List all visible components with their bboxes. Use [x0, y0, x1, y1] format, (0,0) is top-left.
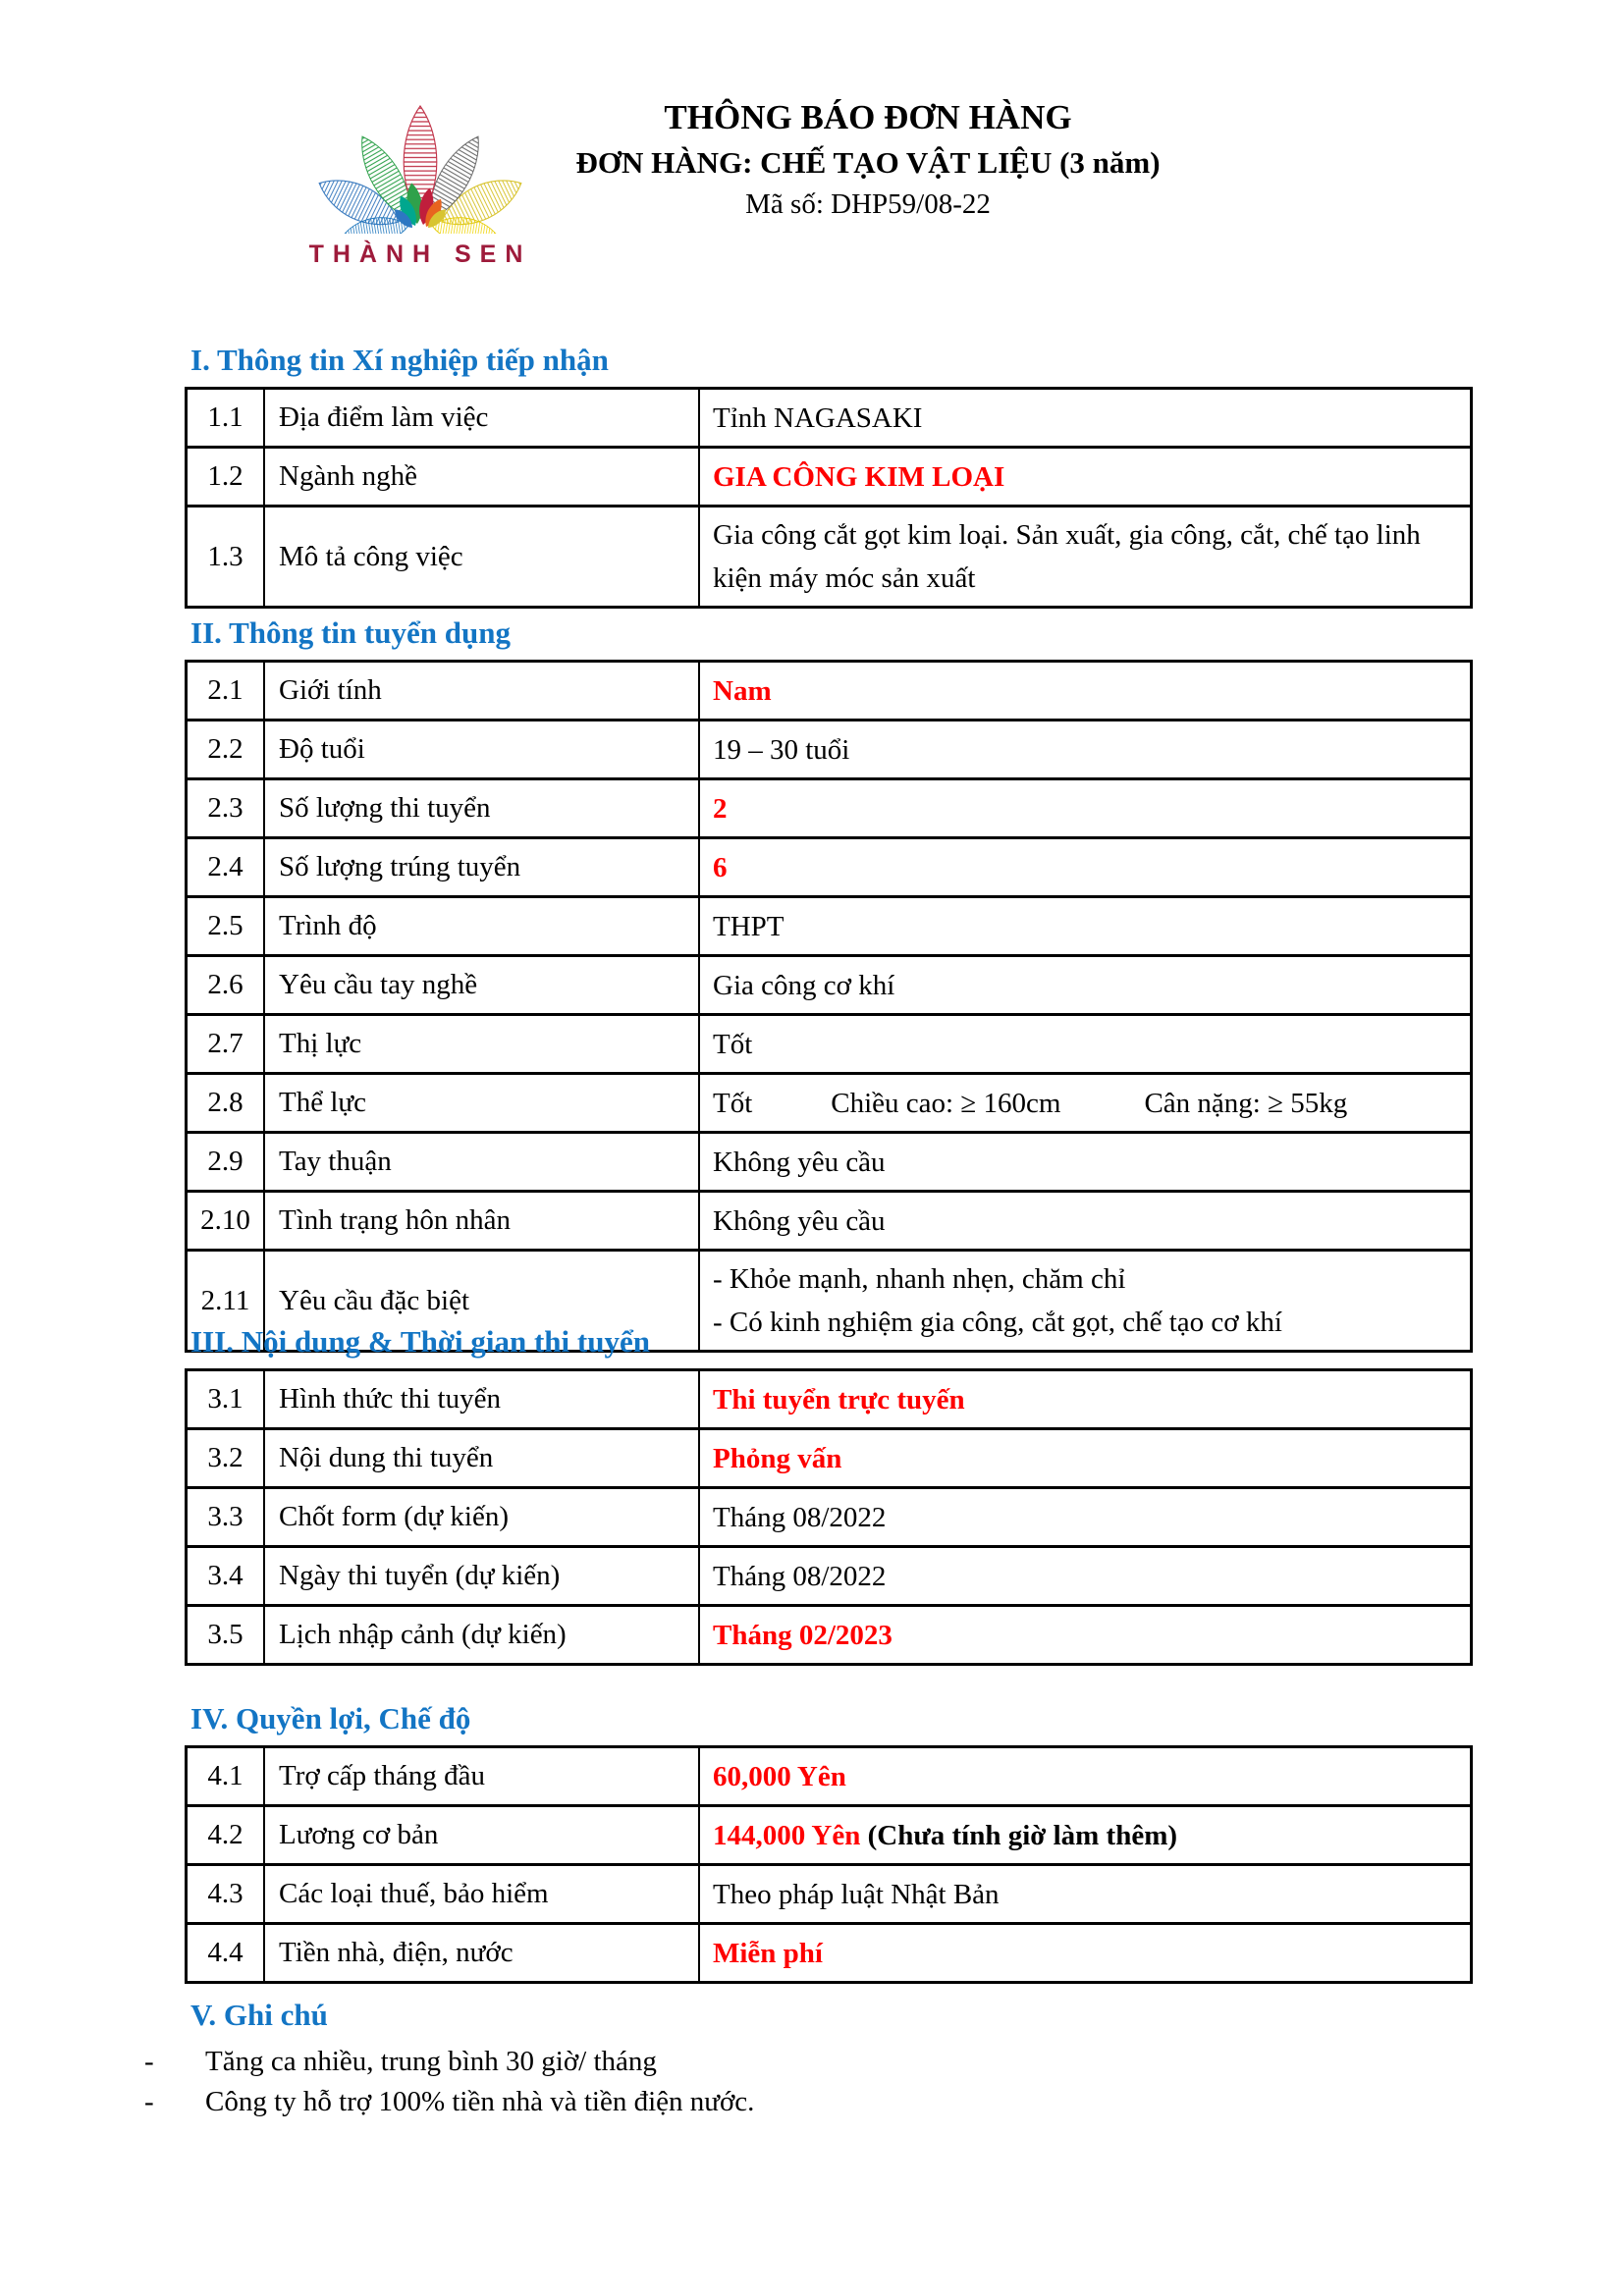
section-IV [185, 1702, 1436, 1984]
table-row [187, 1074, 1472, 1133]
value-text: Theo pháp luật Nhật Bản [713, 1878, 1000, 1910]
section-heading: I. Thông tin Xí nghiệp tiếp nhận [190, 343, 609, 377]
table-row [187, 1429, 1472, 1488]
table-row [187, 838, 1472, 897]
value-text: Tốt [713, 1087, 753, 1119]
row-label-cell: Địa điểm làm việc [264, 389, 699, 448]
row-number-cell: 2.8 [187, 1074, 265, 1133]
row-value-cell [699, 1924, 1472, 1983]
note-item [142, 2042, 1448, 2082]
row-number-cell: 2.11 [187, 1251, 265, 1352]
value-text: Cân nặng: ≥ 55kg [1144, 1087, 1348, 1119]
value-text: - Có kinh nghiệm gia công, cắt gọt, chế tạo cơ khí [713, 1307, 1282, 1338]
row-value-cell [699, 1370, 1472, 1429]
value-text: Gia công cơ khí [713, 969, 895, 1001]
row-number-cell: 2.2 [187, 721, 265, 779]
row-number-cell: 4.2 [187, 1806, 265, 1865]
value-text: Thi tuyển trực tuyến [713, 1383, 965, 1415]
table-row [187, 1488, 1472, 1547]
row-number-cell: 3.4 [187, 1547, 265, 1606]
value-text: Tỉnh NAGASAKI [713, 401, 923, 434]
value-text: 60,000 Yên [713, 1760, 846, 1792]
row-number-cell: 2.4 [187, 838, 265, 897]
row-value-cell [699, 507, 1472, 608]
value-text: 144,000 Yên [713, 1819, 861, 1851]
notes-list [142, 2042, 1448, 2122]
value-text: 2 [713, 792, 728, 825]
value-text: Tháng 08/2022 [713, 1501, 887, 1533]
row-number-cell: 2.9 [187, 1133, 265, 1192]
table-row [187, 897, 1472, 956]
section-V [144, 1998, 1436, 2122]
row-label-cell: Lịch nhập cảnh (dự kiến) [264, 1606, 699, 1665]
table-row [187, 389, 1472, 448]
row-number-cell: 3.2 [187, 1429, 265, 1488]
row-number-cell: 3.3 [187, 1488, 265, 1547]
row-label-cell: Tiền nhà, điện, nước [264, 1924, 699, 1983]
document-header [185, 94, 1551, 224]
section-heading: IV. Quyền lợi, Chế độ [190, 1701, 471, 1735]
row-label-cell: Mô tả công việc [264, 507, 699, 608]
section-heading: V. Ghi chú [190, 1998, 328, 2032]
page-subtitle: ĐƠN HÀNG: CHẾ TẠO VẬT LIỆU (3 năm) [575, 145, 1161, 180]
value-text: (Chưa tính giờ làm thêm) [860, 1819, 1178, 1851]
row-value-cell [699, 1547, 1472, 1606]
row-label-cell: Các loại thuế, bảo hiểm [264, 1865, 699, 1924]
row-value-cell [699, 1606, 1472, 1665]
table-row [187, 507, 1472, 608]
table-row [187, 662, 1472, 721]
table-row [187, 1192, 1472, 1251]
row-number-cell: 4.1 [187, 1747, 265, 1806]
table-row [187, 721, 1472, 779]
section-heading: II. Thông tin tuyển dụng [190, 615, 511, 650]
row-label-cell: Yêu cầu đặc biệt [264, 1251, 699, 1352]
section-I [185, 344, 1436, 609]
row-value-cell [699, 1192, 1472, 1251]
section-heading: III. Nội dung & Thời gian thi tuyển [190, 1324, 650, 1359]
note-item [142, 2082, 1448, 2122]
row-label-cell: Chốt form (dự kiến) [264, 1488, 699, 1547]
section-III [185, 1325, 1436, 1666]
row-value-cell [699, 662, 1472, 721]
section-II [185, 616, 1436, 1353]
row-label-cell: Lương cơ bản [264, 1806, 699, 1865]
value-text: Gia công cắt gọt kim loại. Sản xuất, gia công, cắt, chế tạo linh kiện máy móc sản xuất [713, 519, 1421, 594]
table-row [187, 1924, 1472, 1983]
row-value-cell [699, 1133, 1472, 1192]
row-number-cell: 4.3 [187, 1865, 265, 1924]
row-label-cell: Độ tuổi [264, 721, 699, 779]
row-label-cell: Số lượng trúng tuyển [264, 838, 699, 897]
value-text: Tốt [713, 1028, 753, 1060]
table-row [187, 956, 1472, 1015]
value-text: Chiều cao: ≥ 160cm [831, 1087, 1061, 1119]
row-label-cell: Thể lực [264, 1074, 699, 1133]
table-row [187, 1015, 1472, 1074]
row-value-cell [699, 1015, 1472, 1074]
table-row [187, 1806, 1472, 1865]
row-label-cell: Tay thuận [264, 1133, 699, 1192]
value-text: 19 – 30 tuổi [713, 733, 850, 766]
value-text: 6 [713, 851, 728, 883]
row-number-cell: 2.5 [187, 897, 265, 956]
row-number-cell: 1.2 [187, 448, 265, 507]
section-table [185, 1368, 1473, 1666]
row-value-cell [699, 1747, 1472, 1806]
row-number-cell: 2.1 [187, 662, 265, 721]
row-value-cell [699, 721, 1472, 779]
value-text: Không yêu cầu [713, 1204, 886, 1237]
row-label-cell: Nội dung thi tuyển [264, 1429, 699, 1488]
row-number-cell: 3.1 [187, 1370, 265, 1429]
value-text: Không yêu cầu [713, 1146, 886, 1178]
page-title: THÔNG BÁO ĐƠN HÀNG [664, 98, 1072, 136]
row-number-cell: 2.10 [187, 1192, 265, 1251]
note-text: Công ty hỗ trợ 100% tiền nhà và tiền điện nước. [205, 2086, 755, 2117]
table-row [187, 1133, 1472, 1192]
row-label-cell: Trình độ [264, 897, 699, 956]
row-number-cell: 2.7 [187, 1015, 265, 1074]
section-table [185, 387, 1473, 609]
row-value-cell [699, 956, 1472, 1015]
row-label-cell: Trợ cấp tháng đầu [264, 1747, 699, 1806]
section-table [185, 660, 1473, 1353]
value-text: Tháng 08/2022 [713, 1560, 887, 1592]
row-value-cell [699, 1074, 1472, 1133]
table-row [187, 448, 1472, 507]
row-value-cell [699, 1429, 1472, 1488]
section-table [185, 1745, 1473, 1984]
row-value-cell [699, 1488, 1472, 1547]
row-number-cell: 2.6 [187, 956, 265, 1015]
row-label-cell: Số lượng thi tuyển [264, 779, 699, 838]
value-text: THPT [713, 910, 784, 942]
row-value-cell [699, 389, 1472, 448]
row-label-cell: Ngày thi tuyển (dự kiến) [264, 1547, 699, 1606]
row-value-cell [699, 779, 1472, 838]
row-value-cell [699, 838, 1472, 897]
row-label-cell: Hình thức thi tuyển [264, 1370, 699, 1429]
value-text: Miễn phí [713, 1937, 823, 1969]
row-number-cell: 2.3 [187, 779, 265, 838]
bullet-dash: - [144, 2046, 154, 2077]
value-text: Phỏng vấn [713, 1442, 842, 1474]
table-row [187, 1747, 1472, 1806]
table-row [187, 1370, 1472, 1429]
table-row [187, 1547, 1472, 1606]
row-number-cell: 1.1 [187, 389, 265, 448]
row-number-cell: 3.5 [187, 1606, 265, 1665]
row-label-cell: Ngành nghề [264, 448, 699, 507]
row-label-cell: Yêu cầu tay nghề [264, 956, 699, 1015]
value-text: Tháng 02/2023 [713, 1619, 893, 1651]
order-code: Mã số: DHP59/08-22 [745, 188, 991, 220]
row-label-cell: Thị lực [264, 1015, 699, 1074]
row-value-cell [699, 448, 1472, 507]
row-value-cell [699, 897, 1472, 956]
value-text: GIA CÔNG KIM LOẠI [713, 460, 1005, 493]
row-value-cell [699, 1865, 1472, 1924]
row-number-cell: 4.4 [187, 1924, 265, 1983]
value-text: - Khỏe mạnh, nhanh nhẹn, chăm chỉ [713, 1263, 1126, 1295]
row-label-cell: Giới tính [264, 662, 699, 721]
bullet-dash: - [144, 2086, 154, 2117]
logo-wordmark: THÀNH SEN [308, 240, 532, 268]
value-text: Nam [713, 674, 772, 707]
table-row [187, 779, 1472, 838]
row-label-cell: Tình trạng hôn nhân [264, 1192, 699, 1251]
row-number-cell: 1.3 [187, 507, 265, 608]
note-text: Tăng ca nhiều, trung bình 30 giờ/ tháng [205, 2046, 657, 2077]
table-row [187, 1606, 1472, 1665]
table-row [187, 1865, 1472, 1924]
row-value-cell [699, 1806, 1472, 1865]
